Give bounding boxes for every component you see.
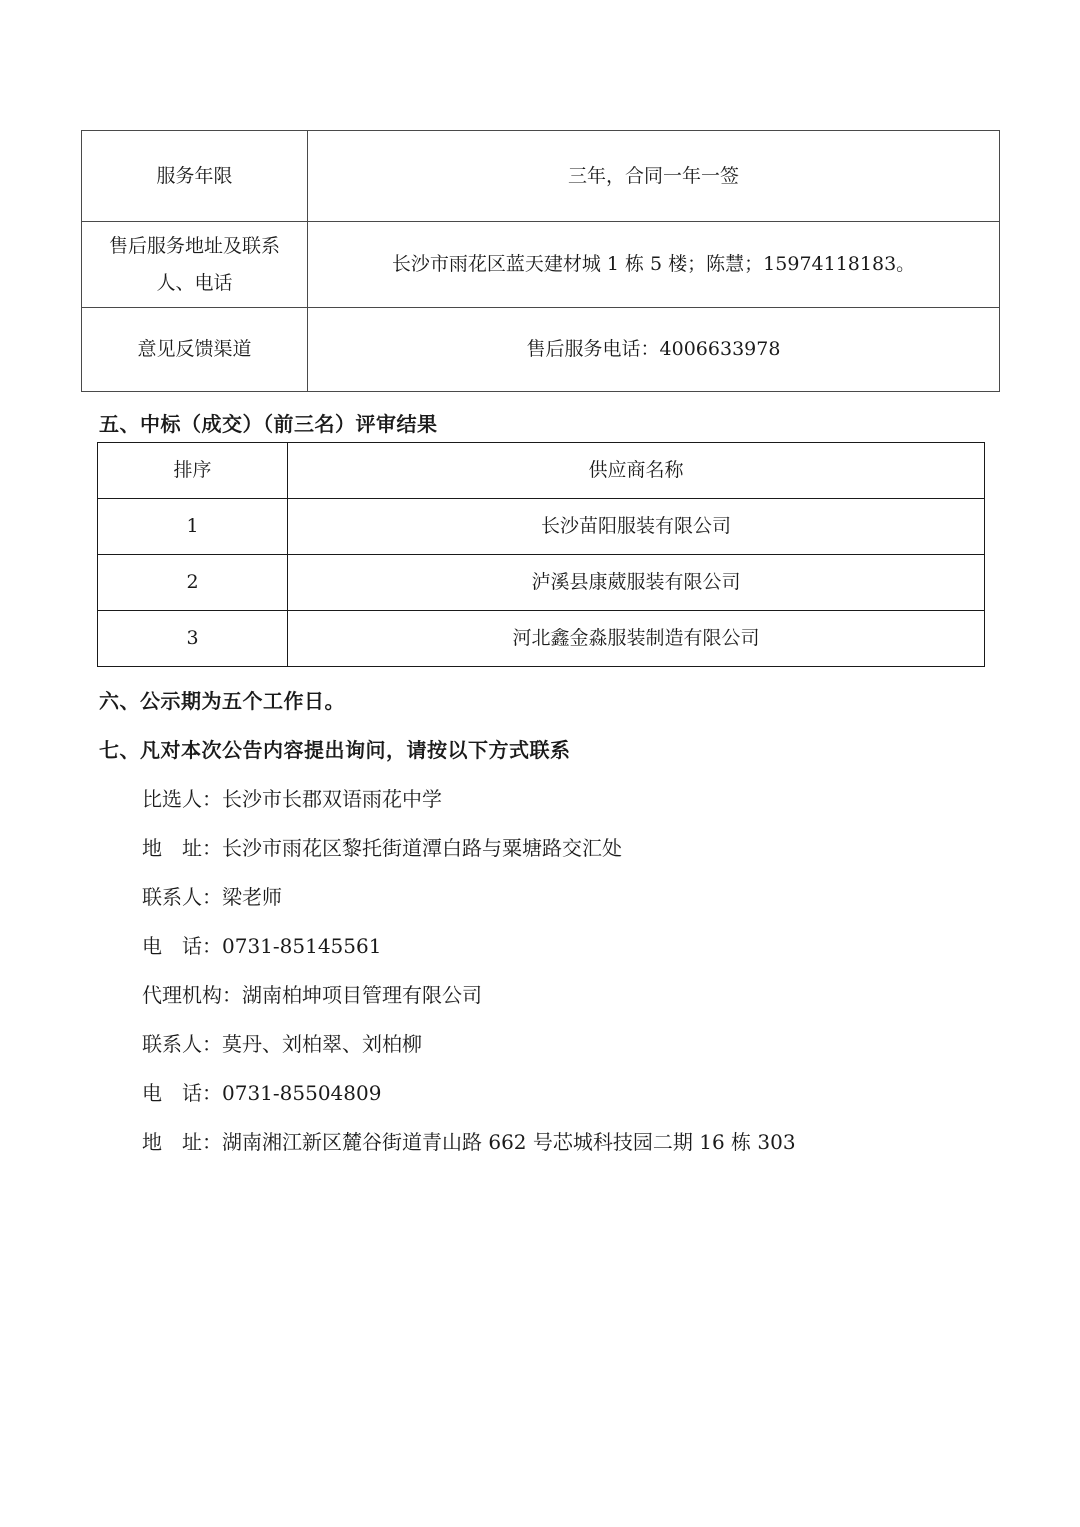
rank-header: 排序 (98, 443, 288, 499)
evaluation-result-table (97, 442, 985, 667)
selector-phone-line: 电 话：0731-85145561 (142, 934, 382, 958)
table-row (82, 308, 1000, 392)
rank-cell: 1 (98, 499, 288, 555)
supplier-name-cell: 长沙苗阳服装有限公司 (288, 499, 985, 555)
table-header-row (98, 443, 985, 499)
feedback-channel-label: 意见反馈渠道 (82, 308, 308, 392)
supplier-name-cell: 泸溪县康葳服装有限公司 (288, 555, 985, 611)
rank-cell: 3 (98, 611, 288, 667)
selector-contact-line: 联系人：梁老师 (142, 885, 282, 909)
service-years-value: 三年，合同一年一签 (308, 131, 1000, 222)
after-sales-contact-label (82, 222, 308, 308)
table-row (98, 555, 985, 611)
section7-heading: 七、凡对本次公告内容提出询问，请按以下方式联系 (99, 738, 571, 762)
service-years-label: 服务年限 (82, 131, 308, 222)
table-row (82, 131, 1000, 222)
table-row (98, 499, 985, 555)
supplier-name-cell: 河北鑫金淼服装制造有限公司 (288, 611, 985, 667)
agency-address-line: 地 址：湖南湘江新区麓谷街道青山路 662 号芯城科技园二期 16 栋 303 (142, 1130, 796, 1154)
agency-contact-line: 联系人：莫丹、刘柏翠、刘柏柳 (142, 1032, 422, 1056)
section5-heading: 五、中标（成交）（前三名）评审结果 (99, 412, 438, 436)
selector-address-line: 地 址：长沙市雨花区黎托街道潭白路与粟塘路交汇处 (142, 836, 622, 860)
agency-phone-line: 电 话：0731-85504809 (142, 1081, 382, 1105)
feedback-channel-value: 售后服务电话：4006633978 (308, 308, 1000, 392)
rank-cell: 2 (98, 555, 288, 611)
supplier-name-header: 供应商名称 (288, 443, 985, 499)
section6-heading: 六、公示期为五个工作日。 (99, 689, 345, 713)
table-row (98, 611, 985, 667)
after-sales-contact-value: 长沙市雨花区蓝天建材城 1 栋 5 楼；陈慧；15974118183。 (308, 222, 1000, 308)
selector-line: 比选人：长沙市长郡双语雨花中学 (142, 787, 442, 811)
service-info-table (81, 130, 1000, 392)
table-row (82, 222, 1000, 308)
after-sales-contact-label-line1: 售后服务地址及联系 (108, 235, 280, 258)
after-sales-contact-label-line2: 人、电话 (156, 271, 233, 294)
agency-line: 代理机构：湖南柏坤项目管理有限公司 (142, 983, 482, 1007)
